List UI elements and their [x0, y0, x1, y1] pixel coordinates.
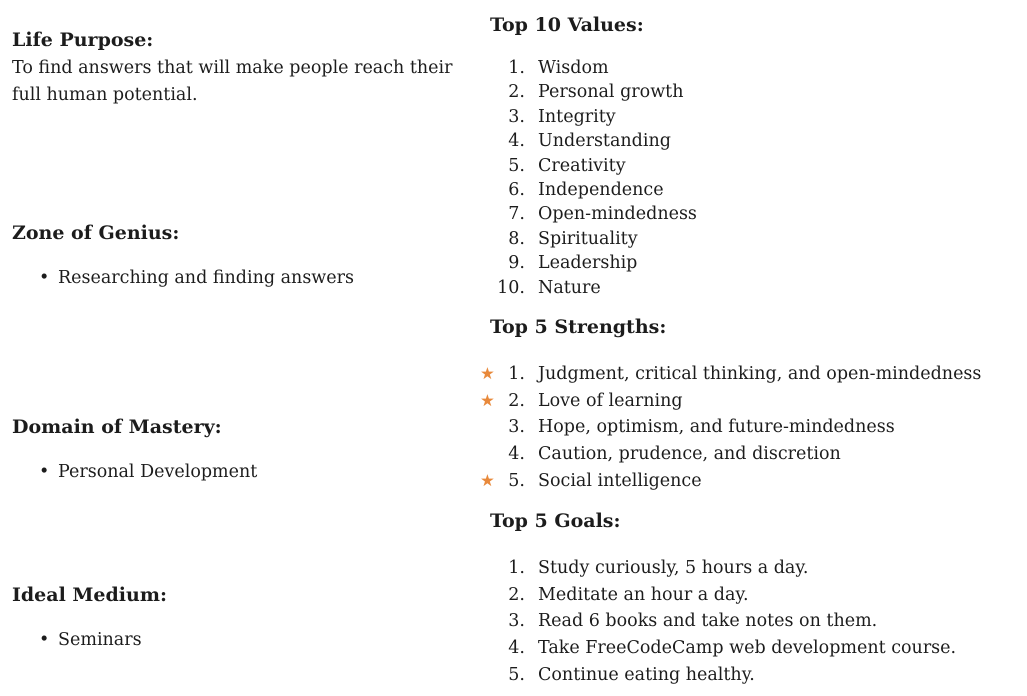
- top-5-strengths-heading: Top 5 Strengths:: [490, 316, 667, 338]
- section-top-5-goals: [480, 509, 1027, 689]
- bullet-item-text: Researching and finding answers: [58, 268, 354, 288]
- bullet-item-text: Personal Development: [58, 462, 258, 482]
- list-number: 4.: [508, 131, 525, 152]
- list-item-text: Read 6 books and take notes on them.: [538, 611, 878, 632]
- list-item-text: Leadership: [538, 253, 638, 274]
- list-number: 5.: [508, 470, 525, 491]
- list-item-text: Social intelligence: [538, 470, 702, 491]
- list-item: [480, 414, 1027, 441]
- top-5-goals-heading: Top 5 Goals:: [490, 510, 621, 532]
- list-number: 3.: [508, 611, 525, 632]
- list-item-text: Wisdom: [538, 58, 609, 78]
- bullet-item-text: Seminars: [58, 630, 142, 650]
- list-item-text: Independence: [538, 180, 664, 201]
- list-item: [480, 388, 1027, 415]
- list-number: 3.: [508, 106, 525, 127]
- section-life-purpose: [12, 28, 474, 109]
- list-item-text: Love of learning: [538, 390, 683, 411]
- list-item-text: Open-mindedness: [538, 204, 697, 225]
- list-number: 8.: [508, 228, 525, 249]
- list-item: [480, 105, 1027, 129]
- list-number: 5.: [508, 155, 525, 176]
- list-number: 4.: [508, 638, 525, 659]
- section-domain-of-mastery: [12, 415, 474, 483]
- star-icon: ★: [480, 470, 495, 490]
- list-item-text: Continue eating healthy.: [538, 664, 755, 685]
- bullet-icon: •: [39, 630, 50, 650]
- star-icon: ★: [480, 390, 495, 410]
- domain-of-mastery-heading: Domain of Mastery:: [12, 416, 222, 438]
- list-item: [480, 56, 1027, 80]
- life-purpose-heading: Life Purpose:: [12, 29, 154, 51]
- list-number: 6.: [508, 180, 525, 201]
- star-icon: ★: [480, 364, 495, 383]
- list-item: [480, 555, 1027, 582]
- list-item: [480, 441, 1027, 468]
- section-ideal-medium: [12, 583, 474, 651]
- list-item-text: Caution, prudence, and discretion: [538, 444, 841, 465]
- list-item-text: Judgment, critical thinking, and open-mindedness: [538, 364, 982, 384]
- zone-of-genius-heading: Zone of Genius:: [12, 222, 180, 244]
- list-number: 10.: [497, 277, 525, 298]
- list-item: [480, 635, 1027, 662]
- list-number: 1.: [508, 364, 525, 384]
- list-number: 5.: [508, 664, 525, 685]
- top-10-values-heading: Top 10 Values:: [490, 14, 644, 36]
- list-item: [480, 468, 1027, 495]
- list-number: 9.: [508, 253, 525, 274]
- list-item-text: Nature: [538, 277, 601, 298]
- list-number: 4.: [508, 444, 525, 465]
- list-item: [480, 361, 1027, 388]
- section-top-10-values: [480, 13, 1027, 300]
- list-number: 2.: [508, 584, 525, 605]
- life-purpose-text: To find answers that will make people reach their full human potential.: [12, 58, 453, 105]
- bullet-item: [12, 267, 474, 289]
- list-item-text: Creativity: [538, 155, 626, 176]
- bullet-icon: •: [39, 462, 50, 482]
- list-item-text: Personal growth: [538, 82, 684, 103]
- list-item: [480, 80, 1027, 104]
- bullet-icon: •: [39, 268, 50, 288]
- strengths-list: [480, 361, 1027, 495]
- bullet-item: [12, 629, 474, 651]
- list-number: 3.: [508, 417, 525, 438]
- list-item: [480, 276, 1027, 300]
- list-item: [480, 251, 1027, 275]
- list-number: 2.: [508, 390, 525, 411]
- list-item: [480, 154, 1027, 178]
- goals-list: [480, 555, 1027, 689]
- list-item-text: Study curiously, 5 hours a day.: [538, 558, 809, 578]
- list-item-text: Take FreeCodeCamp web development course.: [538, 638, 957, 659]
- values-list: [480, 56, 1027, 300]
- bullet-item: [12, 461, 474, 483]
- list-item-text: Understanding: [538, 131, 671, 152]
- list-item: [480, 582, 1027, 609]
- section-top-5-strengths: [480, 315, 1027, 495]
- section-zone-of-genius: [12, 221, 474, 289]
- list-item: [480, 178, 1027, 202]
- list-item: [480, 227, 1027, 251]
- list-item: [480, 129, 1027, 153]
- list-item: [480, 202, 1027, 226]
- list-item-text: Hope, optimism, and future-mindedness: [538, 417, 895, 438]
- list-number: 1.: [508, 58, 525, 78]
- list-item: [480, 662, 1027, 689]
- list-number: 2.: [508, 82, 525, 103]
- ideal-medium-heading: Ideal Medium:: [12, 584, 167, 606]
- list-item-text: Meditate an hour a day.: [538, 584, 749, 605]
- list-item-text: Integrity: [538, 106, 616, 127]
- list-number: 7.: [508, 204, 525, 225]
- list-item: [480, 608, 1027, 635]
- list-number: 1.: [508, 558, 525, 578]
- list-item-text: Spirituality: [538, 228, 638, 249]
